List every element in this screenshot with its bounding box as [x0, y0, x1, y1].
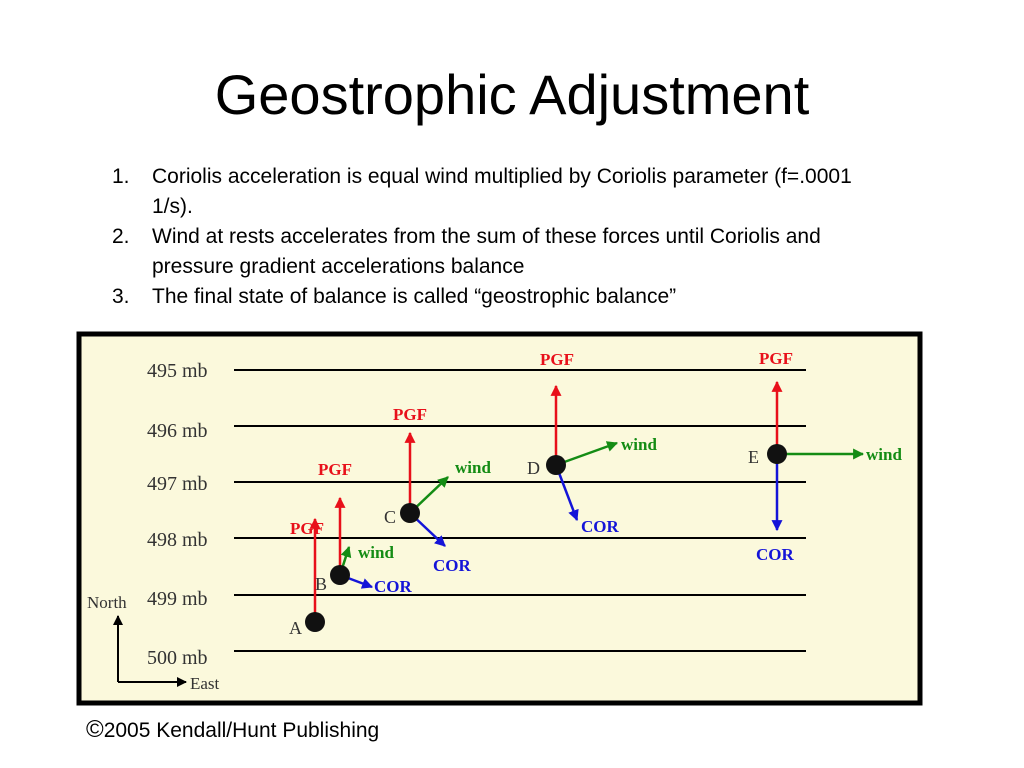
cor-label: COR	[374, 577, 412, 596]
cor-label: COR	[581, 517, 619, 536]
isobar-label: 495 mb	[147, 360, 208, 382]
point-c-dot	[400, 503, 420, 523]
wind-label: wind	[358, 543, 394, 562]
copyright-text: 2005 Kendall/Hunt Publishing	[103, 719, 380, 742]
point-label: E	[748, 447, 759, 467]
wind-label: wind	[455, 458, 491, 477]
isobar-label: 500 mb	[147, 647, 208, 669]
point-e-dot	[767, 444, 787, 464]
copyright-notice	[86, 716, 379, 744]
point-b-dot	[330, 565, 350, 585]
point-label: D	[527, 458, 540, 478]
bullet-number: 3.	[112, 285, 130, 308]
bullet-text: The final state of balance is called “geostrophic balance”	[152, 285, 677, 308]
isobar-label: 499 mb	[147, 588, 208, 610]
east-label: East	[190, 674, 220, 693]
wind-label: wind	[621, 435, 657, 454]
copyright-symbol: ©	[86, 716, 104, 743]
point-label: A	[289, 618, 302, 638]
isobar-label: 496 mb	[147, 420, 208, 442]
point-label: C	[384, 507, 397, 527]
isobar-label: 498 mb	[147, 529, 208, 551]
slide-title: Geostrophic Adjustment	[214, 63, 810, 126]
cor-label: COR	[756, 545, 794, 564]
isobar-label: 497 mb	[147, 473, 208, 495]
bullet-number: 1.	[112, 165, 130, 188]
pgf-label: PGF	[318, 460, 352, 479]
point-a-dot	[305, 612, 325, 632]
bullet-number: 2.	[112, 225, 130, 248]
north-label: North	[87, 593, 127, 612]
pgf-label: PGF	[540, 350, 574, 369]
bullet-text: Wind at rests accelerates from the sum of these forces until Coriolis and pressure gradient accelerations balance	[152, 225, 821, 278]
wind-label: wind	[866, 445, 902, 464]
pgf-label: PGF	[393, 405, 427, 424]
pgf-label: PGF	[759, 349, 793, 368]
cor-label: COR	[433, 556, 471, 575]
point-label: B	[315, 574, 328, 594]
point-d-dot	[546, 455, 566, 475]
pgf-label: PGF	[290, 519, 324, 538]
bullet-text: Coriolis acceleration is equal wind multiplied by Coriolis parameter (f=.0001 1/s).	[152, 165, 852, 218]
